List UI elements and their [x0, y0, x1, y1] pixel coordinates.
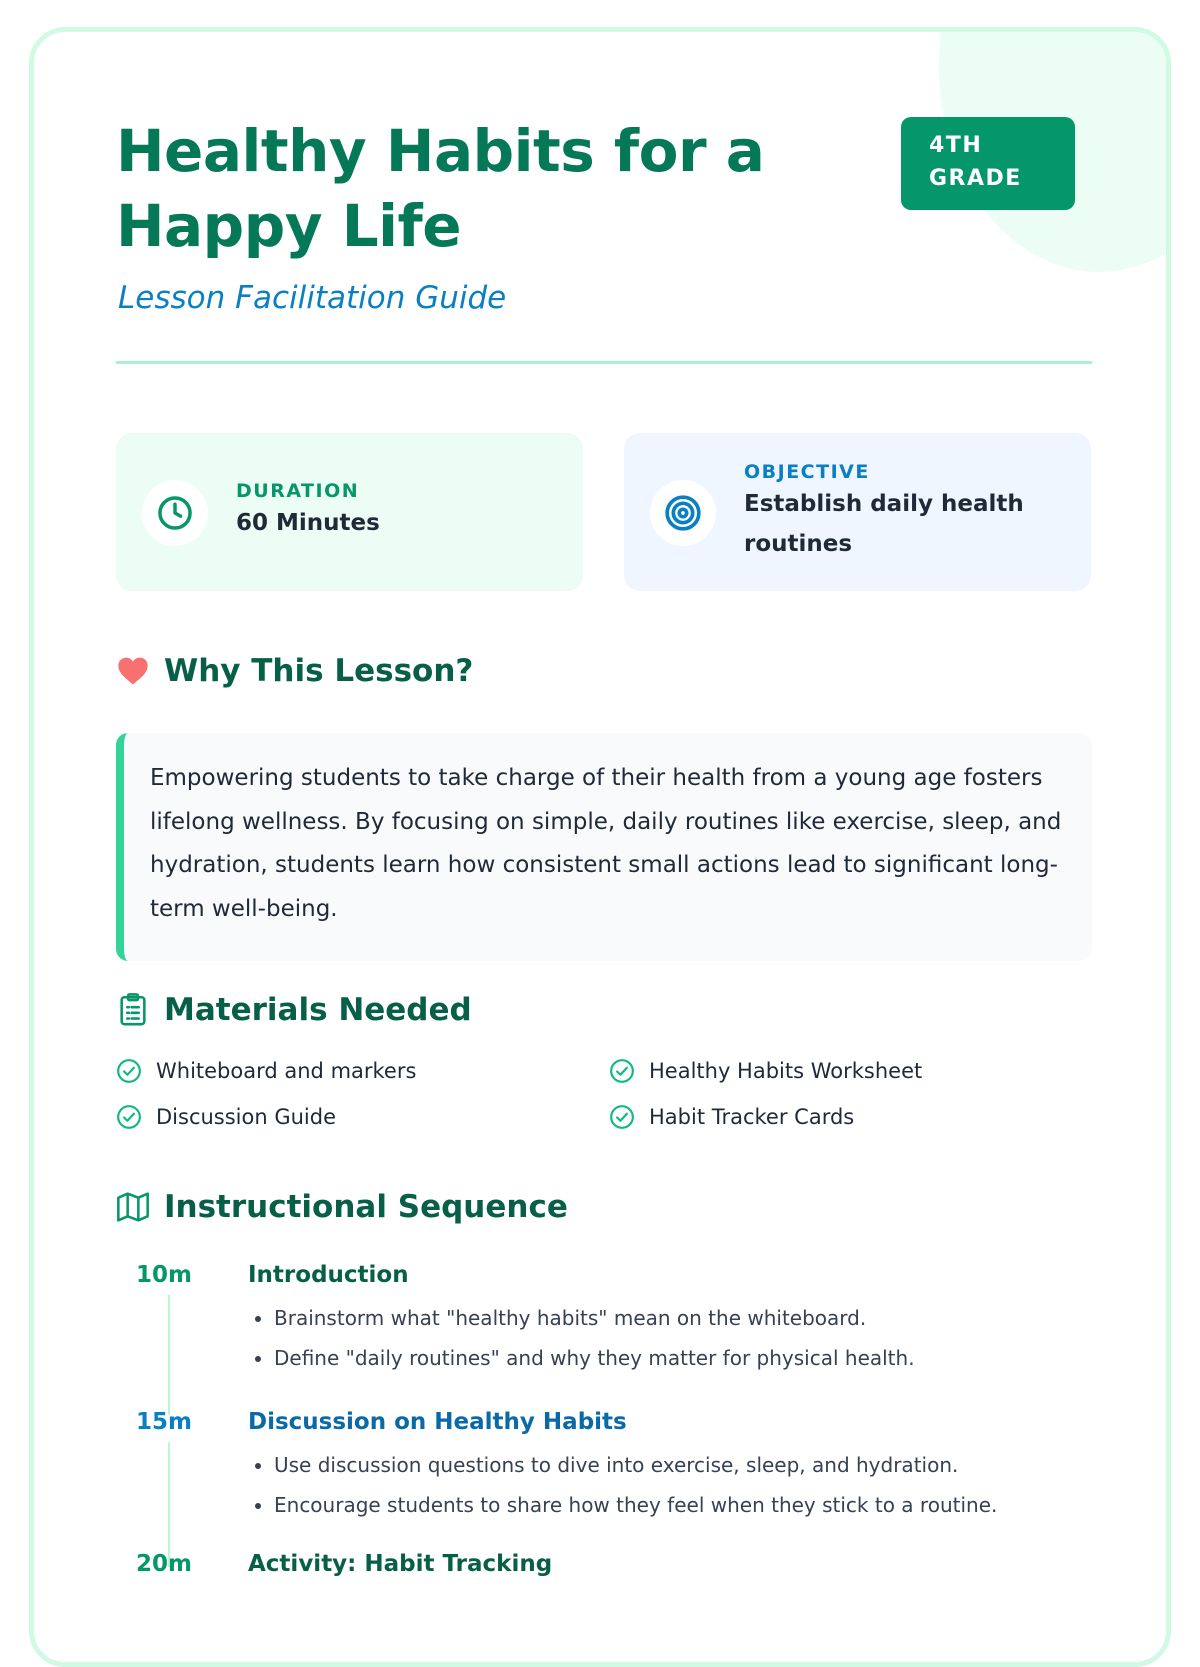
clipboard-icon-wrap [116, 993, 150, 1027]
heart-icon-wrap [116, 654, 150, 688]
objective-value: Establish daily health routines [744, 491, 1024, 557]
timeline-line [168, 1442, 170, 1567]
target-icon [663, 493, 703, 533]
check-circle-icon [609, 1104, 635, 1130]
check-circle-icon [609, 1058, 635, 1084]
sequence-heading-text: Instructional Sequence [164, 1189, 568, 1225]
step-bullets [248, 1445, 1074, 1525]
step-title: Introduction [248, 1262, 409, 1288]
grade-badge [901, 117, 1075, 210]
clipboard-icon [118, 993, 148, 1027]
duration-icon-circle [142, 480, 208, 546]
material-item-label: Habit Tracker Cards [649, 1105, 855, 1129]
objective-label: OBJECTIVE [744, 461, 870, 483]
step-bullet: • Use discussion questions to dive into exercise, sleep, and hydration. [274, 1445, 1074, 1485]
materials-heading-text: Materials Needed [164, 992, 472, 1028]
check-circle-icon [116, 1104, 142, 1130]
why-body: Empowering students to take charge of their health from a young age fosters lifelong wellness. By focusing on simple, daily routines like exercise, sleep, and hydration, students learn how consistent small actions lead to significant long-term well-being. [116, 733, 1092, 961]
material-item-label: Healthy Habits Worksheet [649, 1059, 923, 1083]
material-item [116, 1058, 416, 1084]
materials-heading [116, 992, 472, 1028]
lesson-card [29, 27, 1171, 1667]
step-time: 15m [136, 1409, 192, 1435]
why-heading [116, 653, 473, 689]
grade-badge-label: 4TH GRADE [929, 133, 1022, 191]
clock-icon [156, 494, 194, 532]
material-item [609, 1104, 854, 1130]
step-title: Discussion on Healthy Habits [248, 1409, 627, 1435]
map-icon-wrap [116, 1190, 150, 1224]
page-subtitle: Lesson Facilitation Guide [118, 280, 507, 316]
timeline-line [168, 1295, 170, 1415]
why-heading-text: Why This Lesson? [164, 653, 474, 689]
step-bullets [248, 1298, 1074, 1378]
sequence-heading [116, 1189, 568, 1225]
step-bullet: • Encourage students to share how they feel when they stick to a routine. [274, 1485, 1074, 1525]
step-time: 10m [136, 1262, 192, 1288]
duration-value: 60 Minutes [236, 510, 380, 536]
check-circle-icon [116, 1058, 142, 1084]
duration-card [116, 433, 583, 591]
step-bullet: • Define "daily routines" and why they matter for physical health. [274, 1338, 1074, 1378]
step-time: 20m [136, 1551, 192, 1577]
step-title: Activity: Habit Tracking [248, 1551, 553, 1577]
page-title: Healthy Habits for a Happy Life [116, 117, 765, 260]
step-bullet: • Brainstorm what "healthy habits" mean on the whiteboard. [274, 1298, 1074, 1338]
map-icon [117, 1192, 149, 1222]
material-item-label: Discussion Guide [156, 1105, 337, 1129]
duration-label: DURATION [236, 480, 360, 502]
material-item [116, 1104, 336, 1130]
material-item-label: Whiteboard and markers [156, 1059, 417, 1083]
header-divider [116, 361, 1092, 364]
material-item [609, 1058, 922, 1084]
objective-icon-circle [650, 480, 716, 546]
objective-card [624, 433, 1091, 591]
heart-icon [117, 656, 149, 686]
